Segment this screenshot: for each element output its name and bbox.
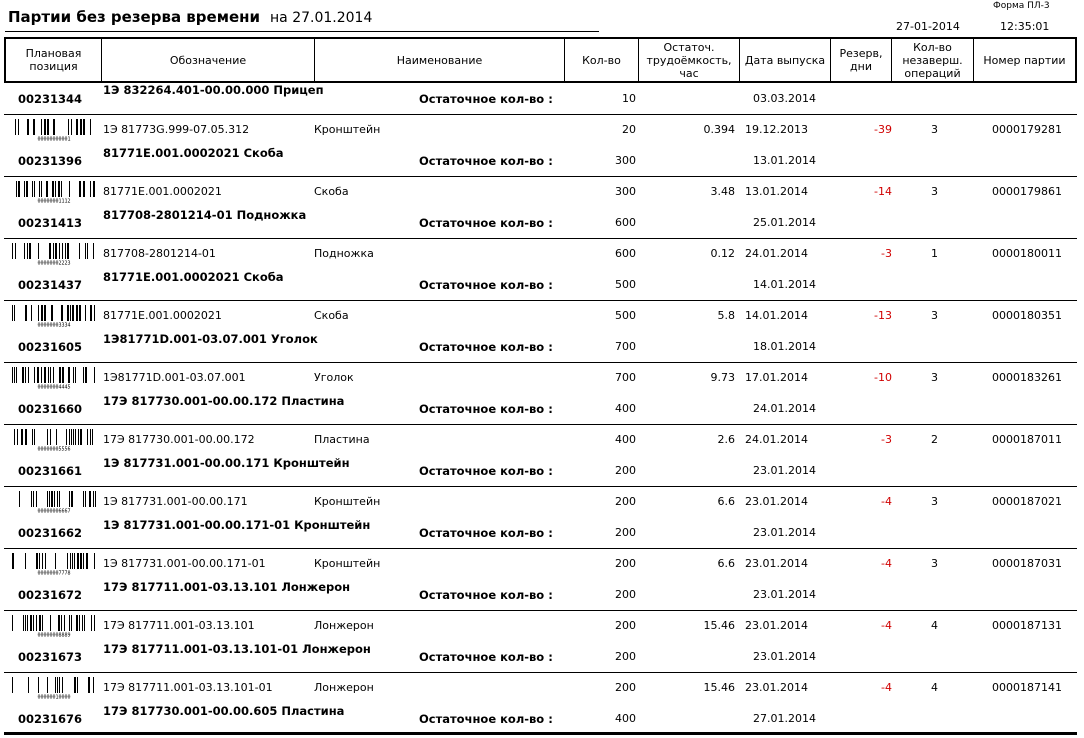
- remainder-label: Остаточное кол-во :: [419, 526, 553, 540]
- quantity: 20: [622, 123, 636, 136]
- labor-hours: 0.12: [710, 247, 735, 260]
- item-name: Подножка: [314, 247, 374, 260]
- position-code: 00231660: [18, 402, 83, 416]
- svg-text:00000005556: 00000005556: [37, 446, 71, 451]
- designation: 817708-2801214-01: [103, 247, 216, 260]
- quantity: 600: [615, 247, 636, 260]
- table-row: [4, 611, 1077, 673]
- remaining-qty: 200: [615, 464, 636, 477]
- open-operations: 3: [931, 309, 938, 322]
- release-date: 17.01.2014: [745, 371, 808, 384]
- item-name: Кронштейн: [314, 495, 381, 508]
- table-row: [4, 363, 1077, 425]
- report-title-text: Партии без резерва времени: [8, 8, 261, 26]
- col-header-position: Плановая позиция: [6, 39, 102, 81]
- labor-hours: 9.73: [710, 371, 735, 384]
- col-header-labor: Остаточ. трудоёмкость, час: [639, 39, 740, 81]
- remainder-date: 14.01.2014: [753, 278, 816, 291]
- product-label: 1Э81771D.001-03.07.001 Уголок: [103, 332, 318, 346]
- designation: 17Э 817711.001-03.13.101-01: [103, 681, 273, 694]
- table-row: [4, 425, 1077, 487]
- position-code: 00231437: [18, 278, 83, 292]
- position-code: 00231605: [18, 340, 83, 354]
- reserve-days: -10: [874, 371, 892, 384]
- svg-text:00000010000: 00000010000: [37, 694, 71, 699]
- remaining-qty: 200: [615, 588, 636, 601]
- product-label: 17Э 817711.001-03.13.101 Лонжерон: [103, 580, 351, 594]
- quantity: 700: [615, 371, 636, 384]
- barcode-icon: [12, 119, 96, 141]
- item-name: Скоба: [314, 185, 349, 198]
- designation: 17Э 817711.001-03.13.101: [103, 619, 255, 632]
- svg-text:00000008889: 00000008889: [37, 632, 71, 637]
- product-label: 1Э 817731.001-00.00.171 Кронштейн: [103, 456, 350, 470]
- barcode-icon: [12, 181, 96, 203]
- designation: 17Э 817730.001-00.00.172: [103, 433, 255, 446]
- remaining-qty: 600: [615, 216, 636, 229]
- release-date: 13.01.2014: [745, 185, 808, 198]
- designation: 1Э81771D.001-03.07.001: [103, 371, 246, 384]
- col-header-qty: Кол-во: [565, 39, 639, 81]
- position-code: 00231676: [18, 712, 83, 726]
- svg-text:00000004445: 00000004445: [37, 384, 71, 389]
- release-date: 23.01.2014: [745, 495, 808, 508]
- remaining-qty: 400: [615, 712, 636, 725]
- col-header-ops: Кол-во незаверш. операций: [892, 39, 974, 81]
- labor-hours: 15.46: [703, 681, 735, 694]
- quantity: 200: [615, 557, 636, 570]
- open-operations: 3: [931, 371, 938, 384]
- report-date: на 27.01.2014: [270, 10, 373, 26]
- designation: 1Э 817731.001-00.00.171-01: [103, 557, 266, 570]
- product-label: 17Э 817711.001-03.13.101-01 Лонжерон: [103, 642, 371, 656]
- product-label: 1Э 817731.001-00.00.171-01 Кронштейн: [103, 518, 371, 532]
- table-row: [4, 301, 1077, 363]
- col-header-release-date: Дата выпуска: [740, 39, 831, 81]
- remainder-label: Остаточное кол-во :: [419, 464, 553, 478]
- reserve-days: -3: [881, 247, 892, 260]
- item-name: Лонжерон: [314, 619, 374, 632]
- barcode-icon: [12, 305, 96, 327]
- remaining-qty: 200: [615, 526, 636, 539]
- col-header-reserve: Резерв, дни: [831, 39, 892, 81]
- open-operations: 3: [931, 495, 938, 508]
- form-label: Форма ПЛ-3: [993, 1, 1050, 11]
- product-label: 17Э 817730.001-00.00.172 Пластина: [103, 394, 345, 408]
- svg-text:00000002223: 00000002223: [37, 260, 71, 265]
- open-operations: 4: [931, 681, 938, 694]
- position-code: 00231344: [18, 92, 83, 106]
- table-row: [4, 549, 1077, 611]
- remainder-label: Остаточное кол-во :: [419, 216, 553, 230]
- table-row: [4, 487, 1077, 549]
- table-row: [4, 177, 1077, 239]
- release-date: 23.01.2014: [745, 681, 808, 694]
- reserve-days: -3: [881, 433, 892, 446]
- item-name: Скоба: [314, 309, 349, 322]
- release-date: 14.01.2014: [745, 309, 808, 322]
- labor-hours: 3.48: [710, 185, 735, 198]
- product-label: 81771E.001.0002021 Скоба: [103, 270, 284, 284]
- barcode-icon: [12, 553, 96, 575]
- remaining-qty: 300: [615, 154, 636, 167]
- open-operations: 3: [931, 557, 938, 570]
- remainder-date: 13.01.2014: [753, 154, 816, 167]
- batch-number: 0000180351: [992, 309, 1062, 322]
- barcode-icon: [12, 429, 96, 451]
- batch-number: 0000179861: [992, 185, 1062, 198]
- remaining-qty: 500: [615, 278, 636, 291]
- labor-hours: 6.6: [717, 557, 735, 570]
- remainder-date: 23.01.2014: [753, 464, 816, 477]
- barcode-icon: [12, 615, 96, 637]
- batch-number: 0000187031: [992, 557, 1062, 570]
- quantity: 500: [615, 309, 636, 322]
- item-name: Лонжерон: [314, 681, 374, 694]
- barcode-icon: [12, 243, 96, 265]
- designation: 1Э 817731.001-00.00.171: [103, 495, 248, 508]
- reserve-days: -39: [874, 123, 892, 136]
- release-date: 24.01.2014: [745, 247, 808, 260]
- col-header-batch: Номер партии: [983, 53, 1066, 67]
- reserve-days: -4: [881, 681, 892, 694]
- svg-text:00000000001: 00000000001: [37, 136, 71, 141]
- product-label: 1Э 832264.401-00.00.000 Прицеп: [103, 83, 324, 97]
- bottom-rule: [4, 732, 1077, 734]
- product-label: 817708-2801214-01 Подножка: [103, 208, 307, 222]
- batch-number: 0000183261: [992, 371, 1062, 384]
- svg-text:00000003334: 00000003334: [37, 322, 71, 327]
- labor-hours: 0.394: [703, 123, 735, 136]
- release-date: 24.01.2014: [745, 433, 808, 446]
- barcode-icon: [12, 491, 96, 513]
- reserve-days: -13: [874, 309, 892, 322]
- print-time: 12:35:01: [1000, 20, 1050, 33]
- reserve-days: -4: [881, 619, 892, 632]
- release-date: 19.12.2013: [745, 123, 808, 136]
- labor-hours: 6.6: [717, 495, 735, 508]
- quantity: 300: [615, 185, 636, 198]
- quantity: 200: [615, 495, 636, 508]
- batch-number: 0000180011: [992, 247, 1062, 260]
- reserve-days: -14: [874, 185, 892, 198]
- position-code: 00231672: [18, 588, 83, 602]
- col-header-name: Наименование: [315, 39, 565, 81]
- release-date: 23.01.2014: [745, 619, 808, 632]
- svg-text:00000007778: 00000007778: [37, 570, 71, 575]
- quantity: 200: [615, 681, 636, 694]
- title-underline: [5, 31, 599, 32]
- open-operations: 3: [931, 185, 938, 198]
- remaining-qty: 700: [615, 340, 636, 353]
- remainder-date: 18.01.2014: [753, 340, 816, 353]
- batch-number: 0000179281: [992, 123, 1062, 136]
- item-name: Кронштейн: [314, 123, 381, 136]
- open-operations: 3: [931, 123, 938, 136]
- remainder-date: 25.01.2014: [753, 216, 816, 229]
- remainder-label: Остаточное кол-во :: [419, 588, 553, 602]
- remainder-label: Остаточное кол-во :: [419, 278, 553, 292]
- remainder-date: 23.01.2014: [753, 650, 816, 663]
- remainder-date: 23.01.2014: [753, 588, 816, 601]
- remainder-label: Остаточное кол-во :: [419, 154, 553, 168]
- remainder-label: Остаточное кол-во :: [419, 650, 553, 664]
- remainder-date: 23.01.2014: [753, 526, 816, 539]
- designation: 81771E.001.0002021: [103, 309, 222, 322]
- report-title: [8, 8, 372, 26]
- position-code: 00231673: [18, 650, 83, 664]
- remainder-label: Остаточное кол-во :: [419, 92, 553, 106]
- labor-hours: 15.46: [703, 619, 735, 632]
- table-row: [4, 115, 1077, 177]
- remainder-date: 24.01.2014: [753, 402, 816, 415]
- remainder-date: 27.01.2014: [753, 712, 816, 725]
- quantity: 200: [615, 619, 636, 632]
- position-code: 00231396: [18, 154, 83, 168]
- release-date: 03.03.2014: [753, 92, 816, 105]
- svg-text:00000006667: 00000006667: [37, 508, 71, 513]
- position-code: 00231662: [18, 526, 83, 540]
- batch-number: 0000187011: [992, 433, 1062, 446]
- reserve-days: -4: [881, 495, 892, 508]
- batch-number: 0000187021: [992, 495, 1062, 508]
- col-header-designation: Обозначение: [102, 39, 315, 81]
- item-name: Уголок: [314, 371, 354, 384]
- open-operations: 4: [931, 619, 938, 632]
- open-operations: 2: [931, 433, 938, 446]
- reserve-days: -4: [881, 557, 892, 570]
- designation: 81771E.001.0002021: [103, 185, 222, 198]
- remainder-label: Остаточное кол-во :: [419, 340, 553, 354]
- open-operations: 1: [931, 247, 938, 260]
- barcode-icon: [12, 367, 96, 389]
- print-date: 27-01-2014: [896, 20, 960, 33]
- batch-number: 0000187131: [992, 619, 1062, 632]
- table-row: [4, 239, 1077, 301]
- position-code: 00231413: [18, 216, 83, 230]
- remainder-label: Остаточное кол-во :: [419, 402, 553, 416]
- labor-hours: 2.6: [717, 433, 735, 446]
- product-label: 17Э 817730.001-00.00.605 Пластина: [103, 704, 345, 718]
- batch-number: 0000187141: [992, 681, 1062, 694]
- svg-text:00000001112: 00000001112: [37, 198, 71, 203]
- product-label: 81771E.001.0002021 Скоба: [103, 146, 284, 160]
- position-code: 00231661: [18, 464, 83, 478]
- item-name: Пластина: [314, 433, 370, 446]
- designation: 1Э 81773G.999-07.05.312: [103, 123, 250, 136]
- item-name: Кронштейн: [314, 557, 381, 570]
- remaining-qty: 200: [615, 650, 636, 663]
- remainder-label: Остаточное кол-во :: [419, 712, 553, 726]
- quantity: 400: [615, 433, 636, 446]
- release-date: 23.01.2014: [745, 557, 808, 570]
- remaining-qty: 10: [622, 92, 636, 105]
- table-row-first: [4, 83, 1077, 115]
- labor-hours: 5.8: [717, 309, 735, 322]
- table-row: [4, 673, 1077, 735]
- table-header: [4, 37, 1077, 83]
- remaining-qty: 400: [615, 402, 636, 415]
- barcode-icon: [12, 677, 96, 699]
